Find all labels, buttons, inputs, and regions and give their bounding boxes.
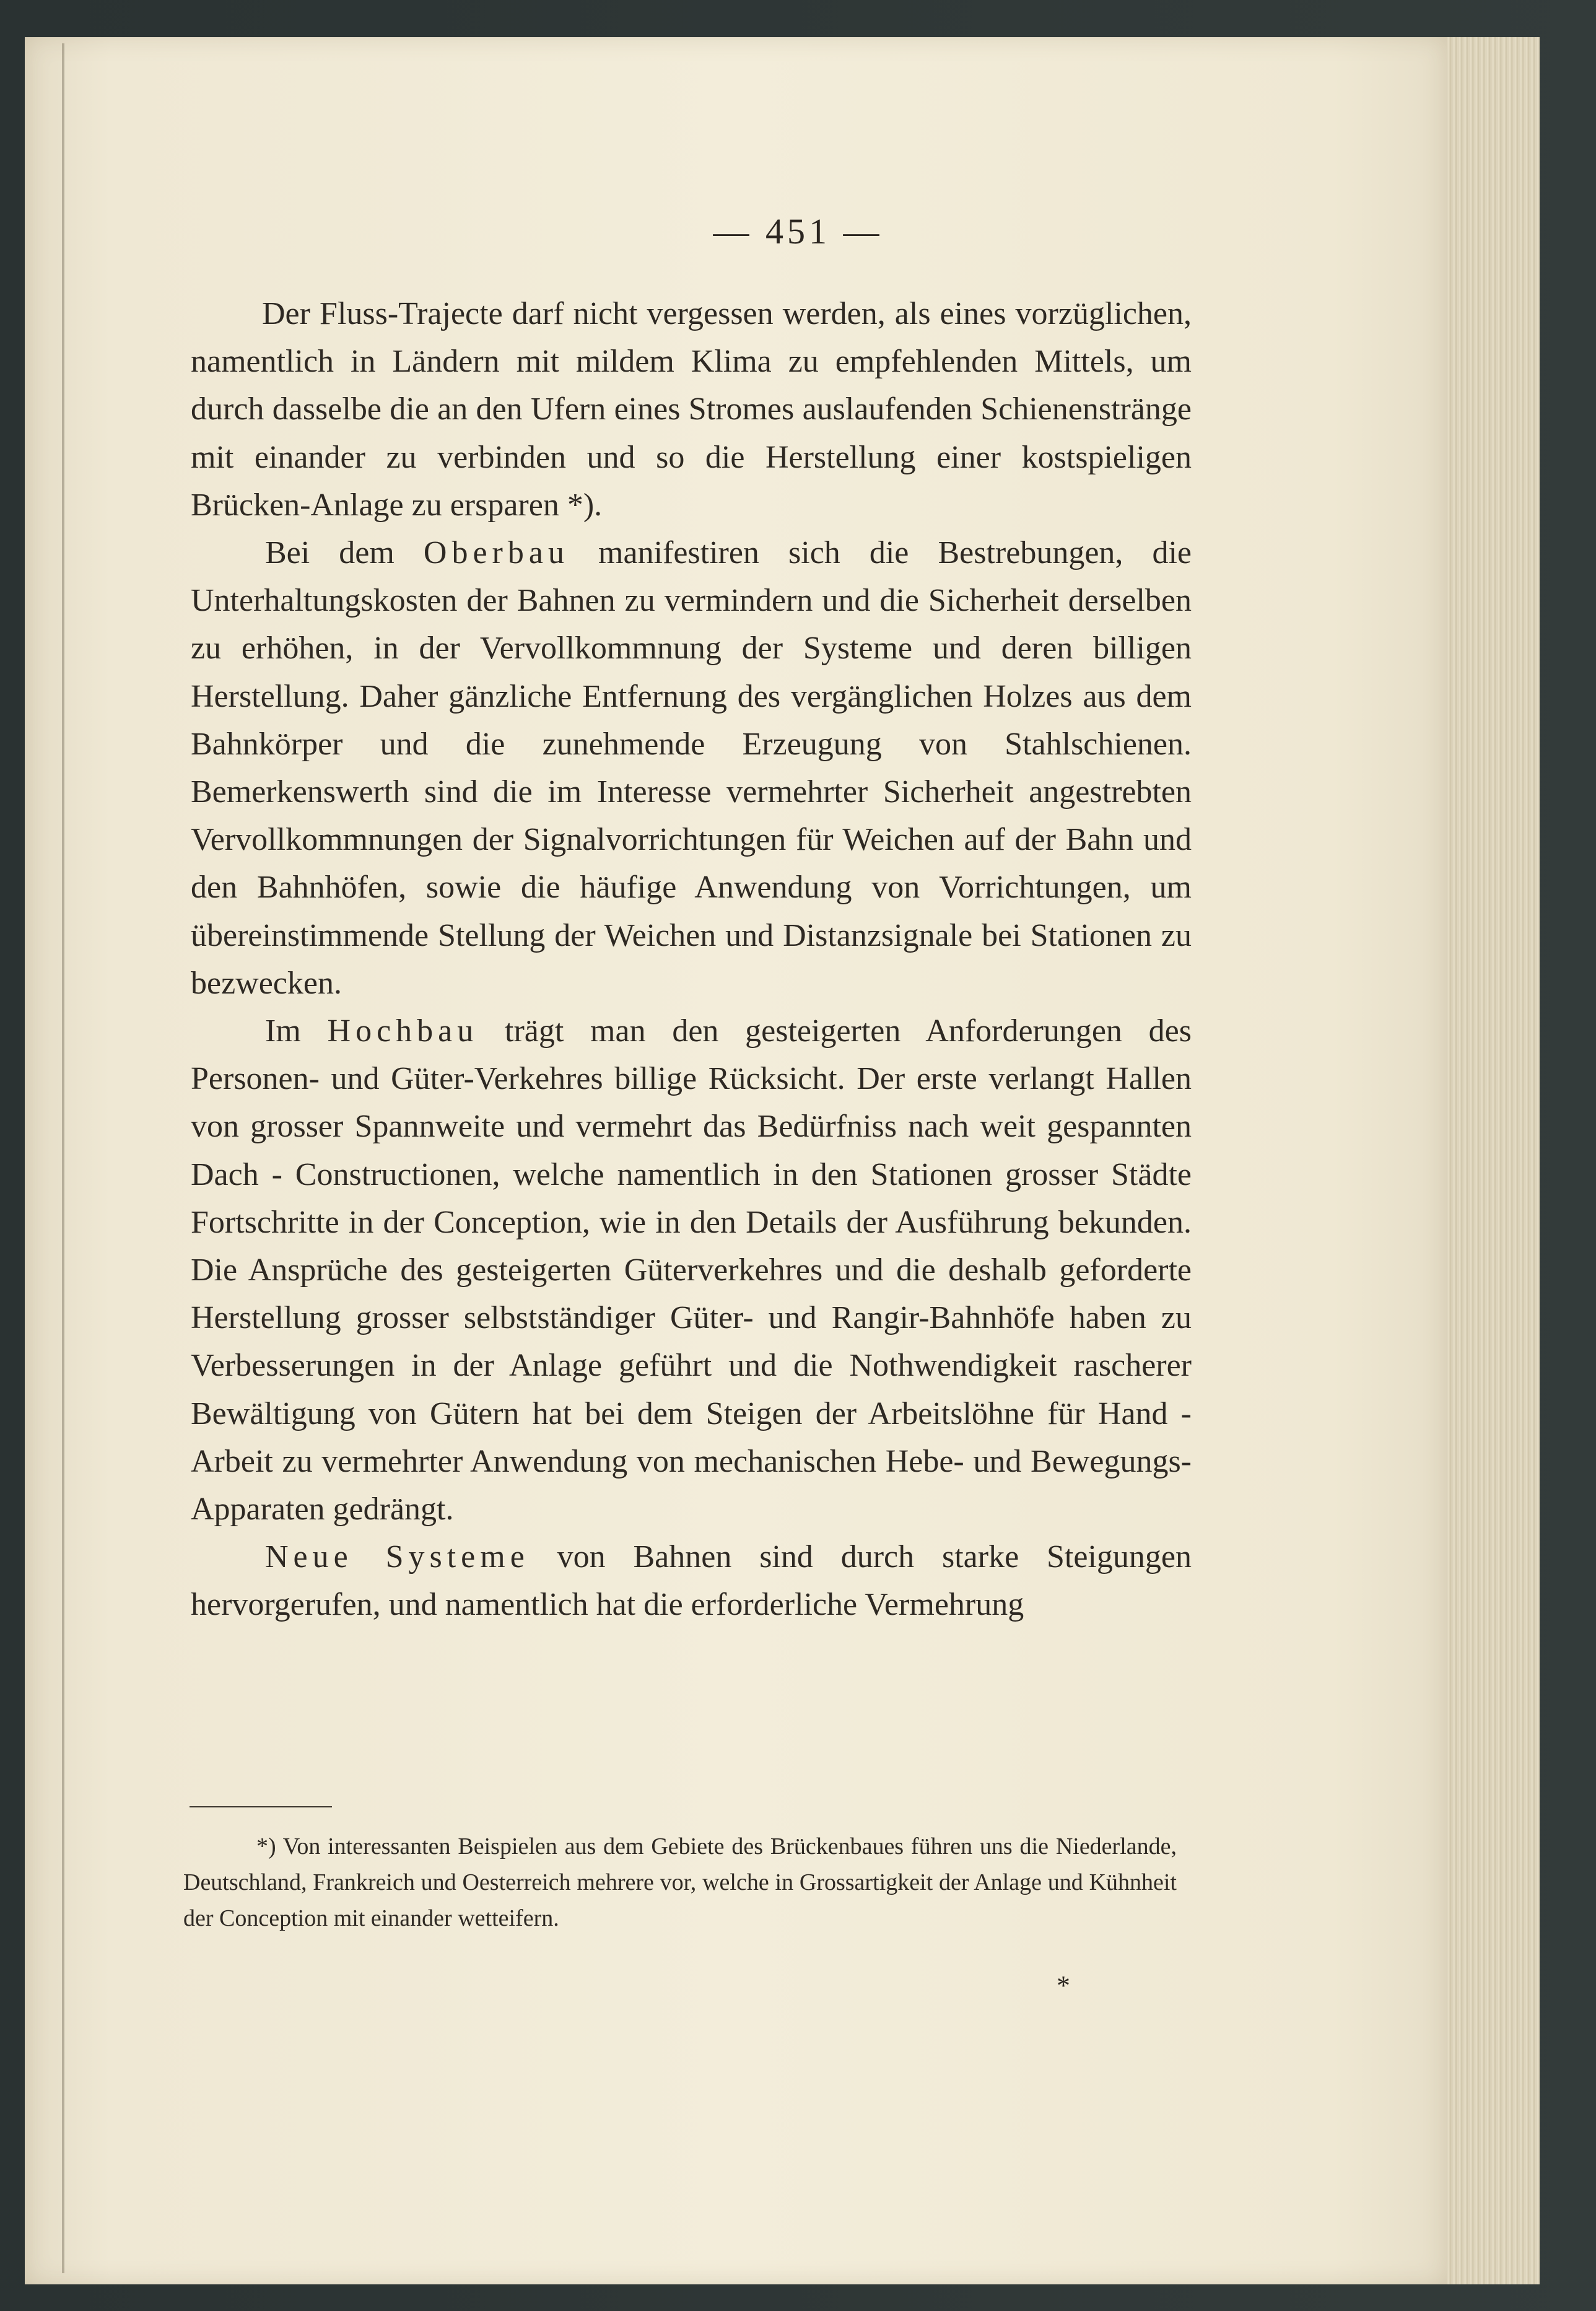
body-text: [191, 290, 1192, 1629]
paragraph-lead: Bei dem: [265, 535, 395, 571]
paragraph-rest: von Bahnen sind durch starke Steigungen hervorgerufen, und namentlich hat die erforderliche Vermehrung: [191, 1539, 1192, 1623]
signature-mark: *: [1057, 1970, 1070, 2001]
page-edges: [1447, 37, 1540, 2284]
paragraph-rest: trägt man den gesteigerten Anforderungen des Personen- und Güter-Verkehres billige Rücksicht. Der erste verlangt Hallen von grosser Spannweite und vermehrt das Bedürfniss nach weit gespannten Dach - Constructionen, welche namentlich in den Stationen grosser Städte Fortschritte in der Conception, wie in den Details der Ausführung bekunden. Die Ansprüche des gesteigerten Güterverkehres und die deshalb geforderte Herstellung grosser selbstständiger Güter- und Rangir-Bahnhöfe haben zu Verbesserungen in der Anlage geführt und die Nothwendigkeit rascherer Bewältigung von Gütern hat bei dem Steigen der Arbeitslöhne für Hand - Arbeit zu vermehrter Anwendung von mechanischen Hebe- und Bewegungs-Apparaten gedrängt.: [191, 1013, 1192, 1527]
paragraph-fluss-trajecte: Der Fluss-Trajecte darf nicht vergessen werden, als eines vorzüglichen, namentlich in Ländern mit mildem Klima zu empfehlenden Mittels, um durch dasselbe die an den Ufern eines Stromes auslaufenden Schienenstränge mit einander zu verbinden und so die Herstellung einer kostspieligen Brücken-Anlage zu ersparen *).: [191, 296, 1192, 523]
paragraph-hochbau: [191, 1007, 1192, 1533]
paragraph-lead: Im: [265, 1013, 301, 1049]
footnote: [183, 1828, 1177, 1936]
paragraph-neue-systeme: [191, 1533, 1192, 1628]
page-number: — 451 —: [713, 211, 883, 251]
footnote-text: *) Von interessanten Beispielen aus dem Gebiete des Brückenbaues führen uns die Niederlande, Deutschland, Frankreich und Oesterreich mehrere vor, welche in Grossartigkeit der Anlage und Kühnheit der Conception mit einander wetteifern.: [183, 1833, 1177, 1931]
paragraph-rest: manifestiren sich die Bestrebungen, die Unterhaltungskosten der Bahnen zu vermindern und die Sicherheit derselben zu erhöhen, in der Vervollkommnung der Systeme und deren billigen Herstellung. Daher gänzliche Entfernung des vergänglichen Holzes aus dem Bahnkörper und die zunehmende Erzeugung von Stahlschienen. Bemerkenswerth sind die im Interesse vermehrter Sicherheit angestrebten Vervollkommnungen der Signalvorrichtungen für Weichen auf der Bahn und den Bahnhöfen, sowie die häufige Anwendung von Vorrichtungen, um übereinstimmende Stellung der Weichen und Distanzsignale bei Stationen zu bezwecken.: [191, 535, 1192, 1001]
paragraph-oberbau: [191, 529, 1192, 1007]
emphasis-oberbau: Oberbau: [423, 535, 569, 571]
footnote-divider: [190, 1806, 332, 1807]
emphasis-hochbau: Hochbau: [327, 1013, 479, 1049]
emphasis-neue-systeme: Neue Systeme: [265, 1539, 530, 1575]
page-gutter-line: [62, 43, 64, 2273]
